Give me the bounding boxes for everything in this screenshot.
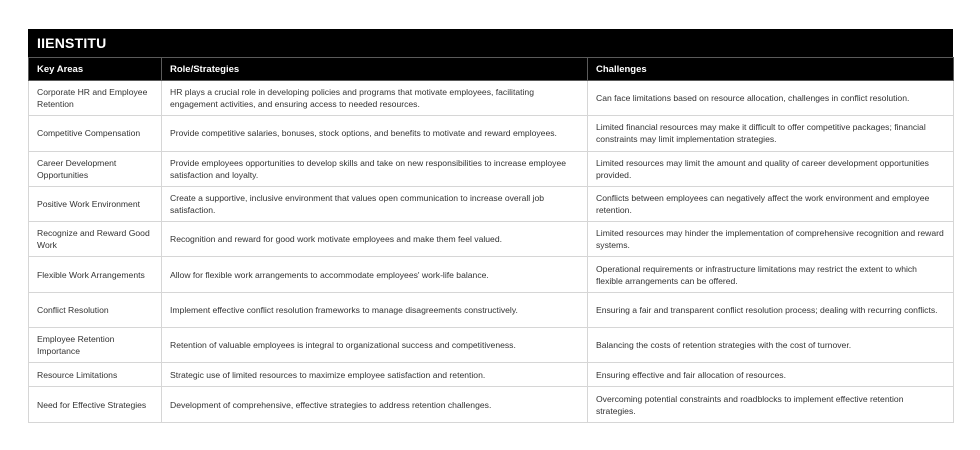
cell-role-strategy: Retention of valuable employees is integral to organizational success and competitiveness. [162,328,588,363]
header-key-areas: Key Areas [29,58,162,81]
cell-role-strategy: Development of comprehensive, effective strategies to address retention challenges. [162,387,588,422]
cell-challenge: Balancing the costs of retention strategies with the cost of turnover. [588,328,954,363]
data-table [28,57,954,423]
table-row [29,292,954,327]
cell-challenge: Limited financial resources may make it difficult to offer competitive packages; financial constraints may limit implementation strategies. [588,116,954,151]
cell-key-area: Flexible Work Arrangements [29,257,162,292]
brand-title: IIENSTITU [28,29,953,57]
table-row [29,116,954,151]
table-row [29,328,954,363]
cell-key-area: Need for Effective Strategies [29,387,162,422]
table-row [29,387,954,422]
table-row [29,151,954,186]
cell-challenge: Can face limitations based on resource allocation, challenges in conflict resolution. [588,81,954,116]
header-challenges: Challenges [588,58,954,81]
cell-challenge: Ensuring effective and fair allocation of resources. [588,363,954,387]
cell-key-area: Resource Limitations [29,363,162,387]
cell-key-area: Corporate HR and Employee Retention [29,81,162,116]
cell-key-area: Competitive Compensation [29,116,162,151]
cell-role-strategy: Implement effective conflict resolution frameworks to manage disagreements constructively. [162,292,588,327]
cell-challenge: Operational requirements or infrastructure limitations may restrict the extent to which flexible arrangements can be offered. [588,257,954,292]
cell-role-strategy: Provide competitive salaries, bonuses, stock options, and benefits to motivate and reward employees. [162,116,588,151]
header-row [29,58,954,81]
cell-key-area: Recognize and Reward Good Work [29,222,162,257]
table-row [29,222,954,257]
table-row [29,363,954,387]
cell-role-strategy: HR plays a crucial role in developing policies and programs that motivate employees, facilitating engagement activities, and ensuring access to needed resources. [162,81,588,116]
cell-challenge: Conflicts between employees can negatively affect the work environment and employee retention. [588,186,954,221]
cell-challenge: Overcoming potential constraints and roadblocks to implement effective retention strategies. [588,387,954,422]
cell-key-area: Positive Work Environment [29,186,162,221]
cell-role-strategy: Allow for flexible work arrangements to accommodate employees' work-life balance. [162,257,588,292]
cell-key-area: Career Development Opportunities [29,151,162,186]
cell-role-strategy: Recognition and reward for good work motivate employees and make them feel valued. [162,222,588,257]
cell-challenge: Limited resources may limit the amount and quality of career development opportunities provided. [588,151,954,186]
cell-key-area: Conflict Resolution [29,292,162,327]
table-container [28,29,953,423]
cell-key-area: Employee Retention Importance [29,328,162,363]
cell-role-strategy: Create a supportive, inclusive environment that values open communication to increase overall job satisfaction. [162,186,588,221]
table-row [29,257,954,292]
cell-challenge: Ensuring a fair and transparent conflict resolution process; dealing with recurring conflicts. [588,292,954,327]
cell-role-strategy: Provide employees opportunities to develop skills and take on new responsibilities to increase employee satisfaction and loyalty. [162,151,588,186]
table-row [29,186,954,221]
cell-challenge: Limited resources may hinder the implementation of comprehensive recognition and reward systems. [588,222,954,257]
cell-role-strategy: Strategic use of limited resources to maximize employee satisfaction and retention. [162,363,588,387]
table-row [29,81,954,116]
header-role-strategies: Role/Strategies [162,58,588,81]
